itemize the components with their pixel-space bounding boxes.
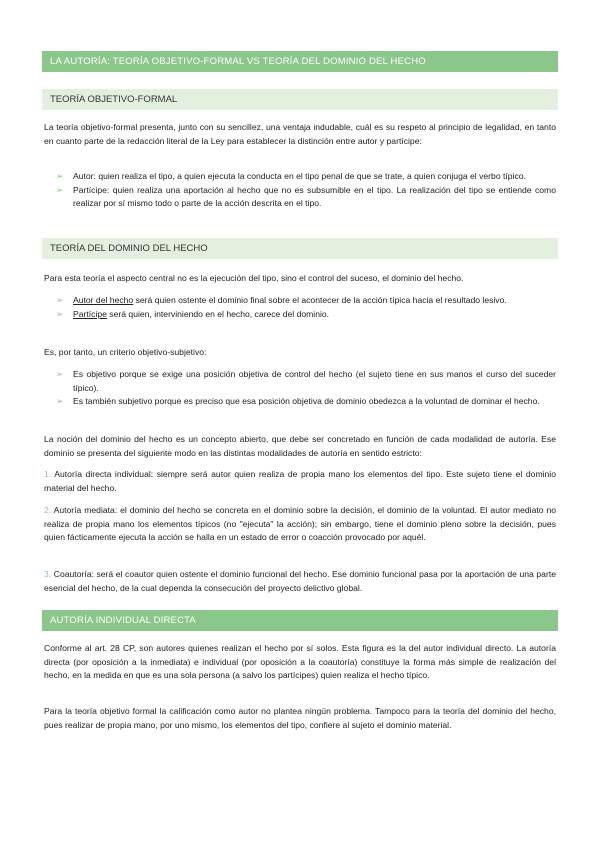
section-heading-objetivo-formal xyxy=(42,89,558,110)
list-item: ➢ Es objetivo porque se exige una posición objetiva de control del hecho (el sujeto tiene en sus manos el curso del suceder típico). xyxy=(56,369,556,393)
list-item: ➢ Autor: quien realiza el tipo, a quien ejecuta la conducta en el tipo penal de que se trate, a quien conjuga el verbo típico. xyxy=(56,170,556,184)
list-item: ➢ Es también subjetivo porque es preciso que esa posición objetiva de dominio obedezca a la voluntad de dominar el hecho. xyxy=(56,395,556,409)
paragraph-calificacion: Para la teoría objetivo formal la calificación como autor no plantea ningún problema. Tampoco para la teoría del dominio del hecho, pues realizar de propia mano, por uno mismo, los elementos del tipo, confiere al sujeto el dominio material. xyxy=(44,706,556,730)
list-item: ➢ Partícipe: quien realiza una aportación al hecho que no es subsumible en el tipo. La realización del tipo se entiende como realizar por sí mismo todo o parte de la acción descrita en el tipo. xyxy=(56,184,556,208)
arrow-bullet-icon: ➢ xyxy=(56,184,64,195)
main-title-bar xyxy=(42,51,558,72)
paragraph-art-28: Conforme al art. 28 CP, son autores quienes realizan el hecho por sí solos. Esta figura es la del autor individual directo. La autoría directa (por oposición a la inmediata) e individual (por oposición a la coautoría) constituye la forma más simple de realización del hecho, en la medida en que es una sola persona (a salvo los partícipes) quien realiza el hecho típico. xyxy=(44,643,556,680)
arrow-bullet-icon: ➢ xyxy=(56,295,64,305)
bullet-list-objetivo-formal xyxy=(56,170,556,211)
paragraph-criterio: Es, por tanto, un criterio objetivo-subjetivo: xyxy=(44,347,207,357)
arrow-bullet-icon: ➢ xyxy=(56,171,64,181)
list-item: ➢ Autor del hecho será quien ostente el dominio final sobre el acontecer de la acción típica hacia el resultado lesivo. xyxy=(56,294,556,308)
bullet-list-autor-participe xyxy=(56,294,556,321)
mode-item-2: 2. Autoría mediata: el dominio del hecho se concreta en el dominio sobre la decisión, el dominio de la voluntad. El autor mediato no realiza de propia mano los elementos típicos (no "ejecuta" la acción); sin embargo, tiene el dominio pleno sobre la decisión, pues quien fácticamente ejecuta la acción se halla en un estado de error o coacción provocado por aquél. xyxy=(44,505,556,542)
paragraph-intro-dominio-hecho: Para esta teoría el aspecto central no es la ejecución del tipo, sino el control del suceso, el dominio del hecho. xyxy=(44,273,464,283)
section-heading-text: TEORÍA OBJETIVO-FORMAL xyxy=(50,94,178,105)
mode-item-3: 3. Coautoría: será el coautor quien ostente el dominio funcional del hecho. Ese dominio funcional pasa por la aportación de una parte esencial del hecho, de la cual dependa la consecución del proyecto delictivo global. xyxy=(44,569,556,593)
arrow-bullet-icon: ➢ xyxy=(56,396,64,406)
mode-number: 1. xyxy=(44,469,52,479)
mode-number: 2. xyxy=(44,505,52,515)
mode-item-1: 1. Autoría directa individual: siempre será autor quien realiza de propia mano los elementos del tipo. Este sujeto tiene el dominio material del hecho. xyxy=(44,469,556,493)
arrow-bullet-icon: ➢ xyxy=(56,369,64,379)
bullet-list-criterio xyxy=(56,368,556,409)
paragraph-nocion: La noción del dominio del hecho es un concepto abierto, que debe ser concretado en función de cada modalidad de autoría. Ese dominio se presenta del siguiente modo en las distintas modalidades de autoría en sentido estricto: xyxy=(44,434,556,458)
main-title: LA AUTORÍA: TEORÍA OBJETIVO-FORMAL VS TEORÍA DEL DOMINIO DEL HECHO xyxy=(50,56,426,67)
list-item: ➢ Partícipe será quien, interviniendo en el hecho, carece del dominio. xyxy=(56,308,556,322)
section-heading-text: AUTORÍA INDIVIDUAL DIRECTA xyxy=(50,615,196,626)
section-heading-dominio-hecho xyxy=(42,238,558,259)
arrow-bullet-icon: ➢ xyxy=(56,308,64,319)
mode-number: 3. xyxy=(44,569,52,579)
section-heading-autoria-individual xyxy=(42,610,558,631)
section-heading-text: TEORÍA DEL DOMINIO DEL HECHO xyxy=(50,243,208,254)
paragraph-intro-objetivo-formal: La teoría objetivo-formal presenta, junto con su sencillez, una ventaja indudable, cuál es su respeto al principio de legalidad, en tanto en cuanto parte de la redacción literal de la Ley para establecer la distinción entre autor y partícipe: xyxy=(44,122,556,146)
